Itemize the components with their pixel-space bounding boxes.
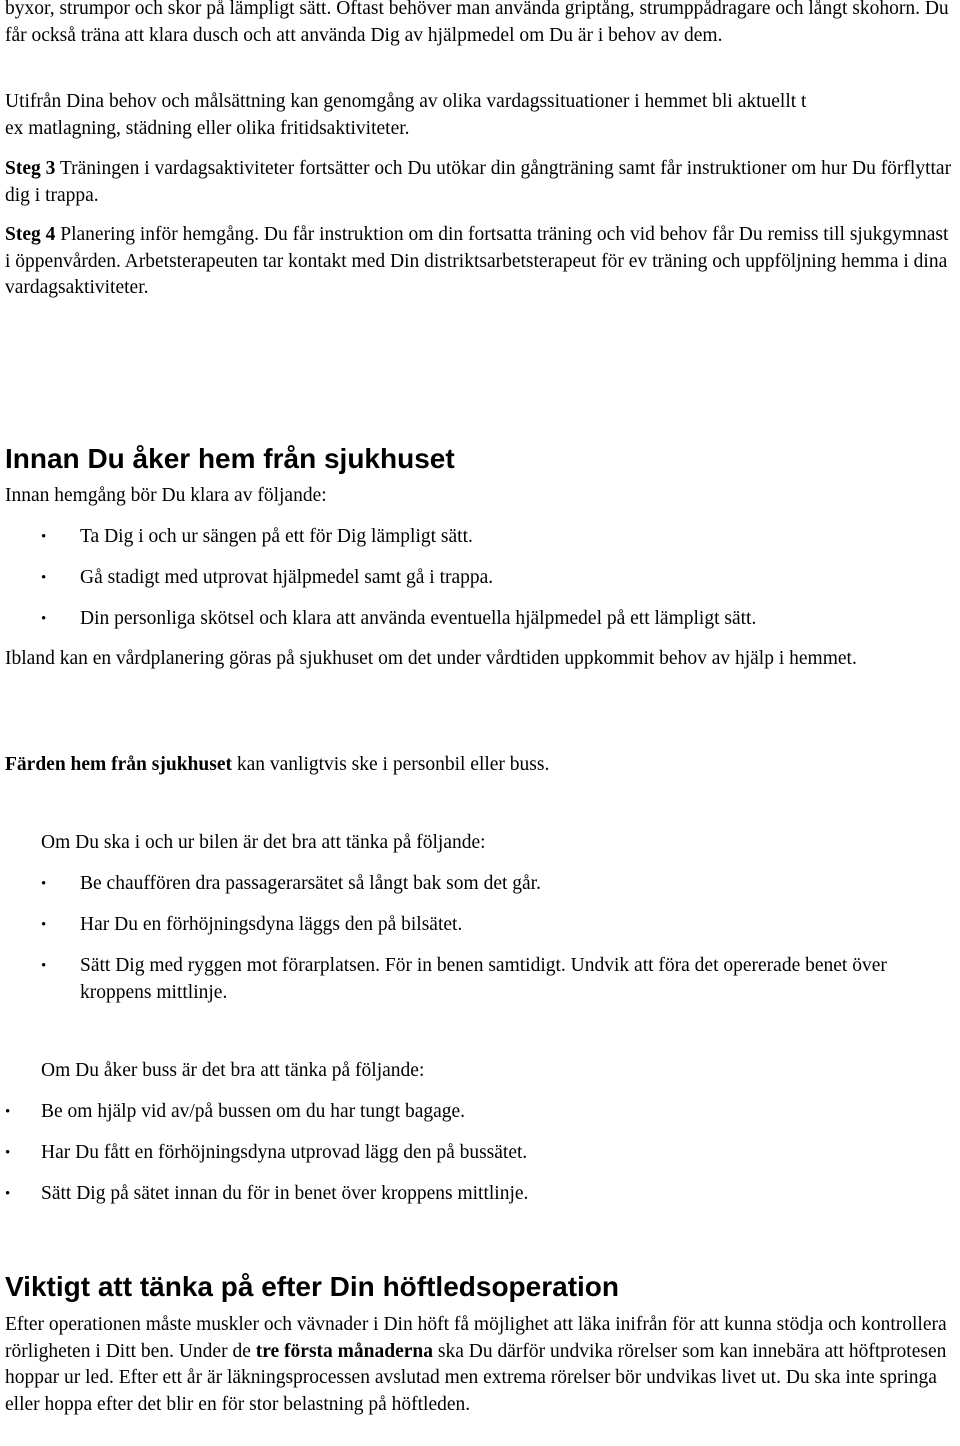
car-lead: Om Du ska i och ur bilen är det bra att tänka på följande:: [41, 832, 486, 853]
bullet-glyph: •: [41, 876, 47, 892]
car-list-item: Har Du en förhöjningsdyna läggs den på bilsätet.: [80, 914, 463, 935]
step-3-label: Steg 3: [5, 158, 56, 179]
travel-text: kan vanligtvis ske i personbil eller buss.: [231, 754, 550, 775]
bus-list-item: Har Du fått en förhöjningsdyna utprovad lägg den på bussätet.: [41, 1142, 528, 1163]
bus-lead: Om Du åker buss är det bra att tänka på följande:: [41, 1060, 425, 1081]
bullet-glyph: •: [41, 611, 47, 627]
bullet-glyph: •: [5, 1104, 11, 1120]
step-3-text: Träningen i vardagsaktiviteter fortsätter och Du utökar din gångträning samt får instruktioner om hur Du förflyttar dig i trappa.: [5, 158, 952, 206]
section-heading-before-discharge: Innan Du åker hem från sjukhuset: [5, 443, 455, 474]
bullet-glyph: •: [5, 1186, 11, 1202]
bullet-glyph: •: [41, 958, 47, 974]
bus-list-item: Sätt Dig på sätet innan du för in benet över kroppens mittlinje.: [41, 1183, 529, 1204]
intro-paragraph-1: byxor, strumpor och skor på lämpligt sätt. Oftast behöver man använda griptång, strumppådragare och långt skohorn. Du får också träna att klara dusch och att använda Dig av hjälpmedel om Du är i behov av dem.: [5, 0, 949, 46]
intro-paragraph-2-line-2: ex matlagning, städning eller olika fritidsaktiviteter.: [5, 117, 410, 139]
car-list-item: Be chauffören dra passagerarsätet så långt bak som det går.: [80, 873, 541, 894]
car-list-item: Sätt Dig med ryggen mot förarplatsen. För in benen samtidigt. Undvik att föra det opererade benet över kroppens mittlinje.: [80, 955, 887, 1003]
care-planning-paragraph: Ibland kan en vårdplanering göras på sjukhuset om det under vårdtiden uppkommit behov av hjälp i hemmet.: [5, 648, 857, 669]
intro-paragraph-2: [5, 89, 957, 142]
step-4-text: Planering inför hemgång. Du får instruktion om din fortsatta träning och vid behov får Du remiss till sjukgymnast i öppenvården. Arbetsterapeuten tar kontakt med Din distriktsarbetsterapeut för ev träning och uppföljning hemma i dina vardagsaktiviteter.: [5, 224, 949, 298]
bullet-glyph: •: [5, 1145, 11, 1161]
bullet-glyph: •: [41, 529, 47, 545]
bus-list-item: Be om hjälp vid av/på bussen om du har tungt bagage.: [41, 1101, 466, 1122]
after-operation-bold: tre första månaderna: [255, 1340, 434, 1362]
step-4-paragraph: [5, 222, 957, 302]
step-3-paragraph: [5, 156, 957, 209]
bullet-glyph: •: [41, 570, 47, 586]
bullet-glyph: •: [41, 917, 47, 933]
step-4-label: Steg 4: [5, 224, 56, 245]
travel-bold-lead: Färden hem från sjukhuset: [5, 754, 232, 775]
section-heading-after-operation: Viktigt att tänka på efter Din höftledsoperation: [5, 1271, 620, 1302]
travel-paragraph: [5, 752, 957, 779]
after-operation-paragraph: [5, 1312, 957, 1418]
discharge-list-item: Ta Dig i och ur sängen på ett för Dig lämpligt sätt.: [80, 526, 473, 547]
discharge-list-item: Gå stadigt med utprovat hjälpmedel samt gå i trappa.: [80, 567, 494, 588]
after-operation-text-1: Efter operationen måste muskler och vävnader i Din höft få möjlighet att läka inifrån för att kunna stödja och kontrollera rörligheten i Ditt ben. Under de: [5, 1314, 947, 1362]
discharge-lead: Innan hemgång bör Du klara av följande:: [5, 485, 327, 506]
intro-paragraph-2-line-1: Utifrån Dina behov och målsättning kan genomgång av olika vardagssituationer i hemmet bli aktuellt t: [5, 91, 807, 112]
discharge-list-item: Din personliga skötsel och klara att använda eventuella hjälpmedel på ett lämpligt sätt.: [80, 608, 757, 629]
after-operation-text-2: ska Du därför undvika rörelser som kan innebära att höftprotesen hoppar ur led. Efter ett år är läkningsprocessen avslutad men extrema rörelser bör undvikas livet ut. Du ska inte springa eller hoppa efter det blir en för stor belastning på höftleden.: [5, 1340, 947, 1415]
